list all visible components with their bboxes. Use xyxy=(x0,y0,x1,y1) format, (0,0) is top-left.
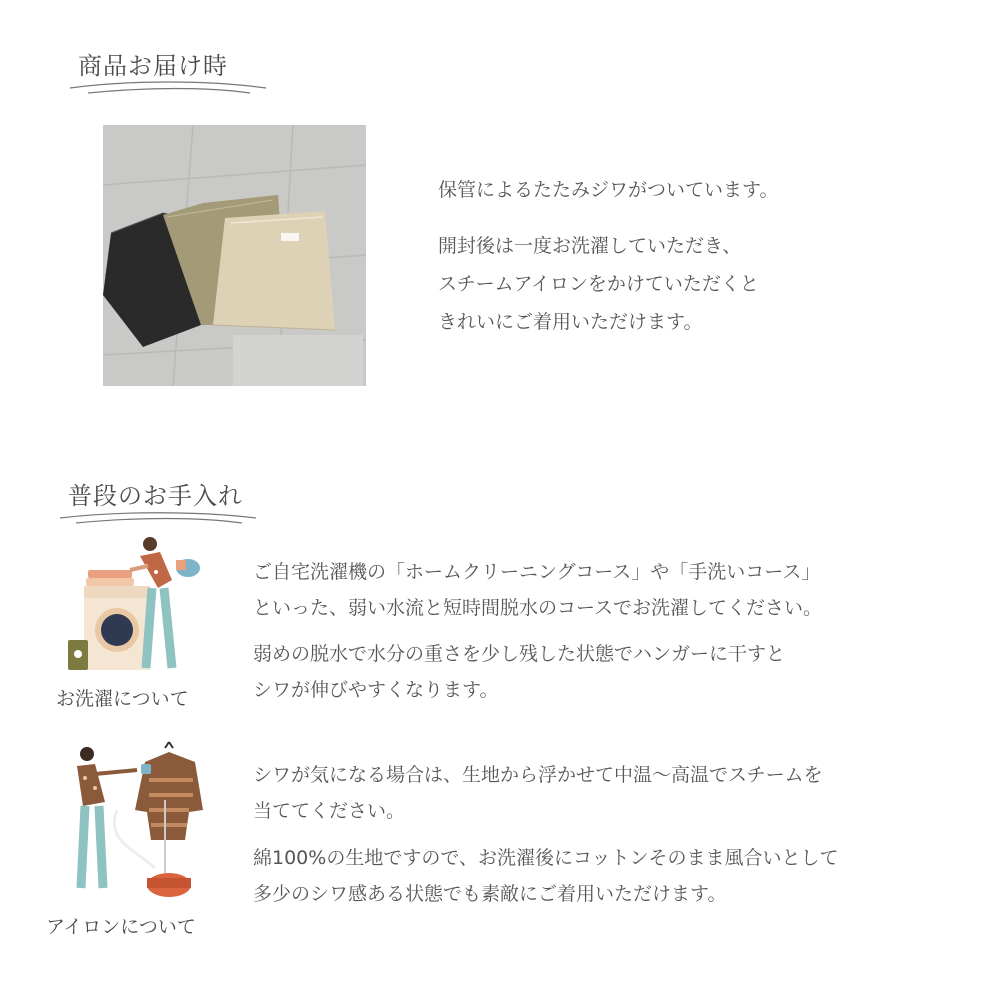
laundry-line: シワが伸びやすくなります。 xyxy=(253,679,499,701)
delivery-heading-text: 商品お届け時 xyxy=(78,52,228,80)
laundry-line: ご自宅洗濯機の「ホームクリーニングコース」や「手洗いコース」 xyxy=(253,561,821,583)
iron-instructions xyxy=(253,757,823,829)
delivery-text-line: スチームアイロンをかけていただくと xyxy=(438,273,759,295)
iron-fabric-note xyxy=(253,840,839,912)
laundry-illustration xyxy=(60,530,210,675)
iron-caption: アイロンについて xyxy=(46,916,196,938)
delivery-text-line: きれいにご着用いただけます。 xyxy=(438,311,703,333)
folded-tshirts-photo xyxy=(103,125,366,386)
iron-line: 多少のシワ感ある状態でも素敵にご着用いただけます。 xyxy=(253,883,727,905)
care-heading-text: 普段のお手入れ xyxy=(68,482,243,510)
iron-line: 綿100%の生地ですので、お洗濯後にコットンそのまま風合いとして xyxy=(253,847,839,869)
laundry-line: といった、弱い水流と短時間脱水のコースでお洗濯してください。 xyxy=(253,597,823,619)
laundry-line: 弱めの脱水で水分の重さを少し残した状態でハンガーに干すと xyxy=(253,643,786,665)
heading-swash-decoration xyxy=(68,76,268,96)
iron-line: 当ててください。 xyxy=(253,800,406,822)
iron-line: シワが気になる場合は、生地から浮かせて中温〜高温でスチームを xyxy=(253,764,823,786)
delivery-text-line: 開封後は一度お洗濯していただき、 xyxy=(438,235,742,257)
delivery-text-care xyxy=(438,227,759,341)
laundry-instructions xyxy=(253,554,822,626)
steamer-illustration xyxy=(65,740,215,900)
laundry-caption: お洗濯について xyxy=(56,688,189,710)
heading-swash-decoration xyxy=(58,508,258,528)
delivery-text-wrinkles: 保管によるたたみジワがついています。 xyxy=(438,179,779,201)
laundry-drying-tip xyxy=(253,636,785,708)
